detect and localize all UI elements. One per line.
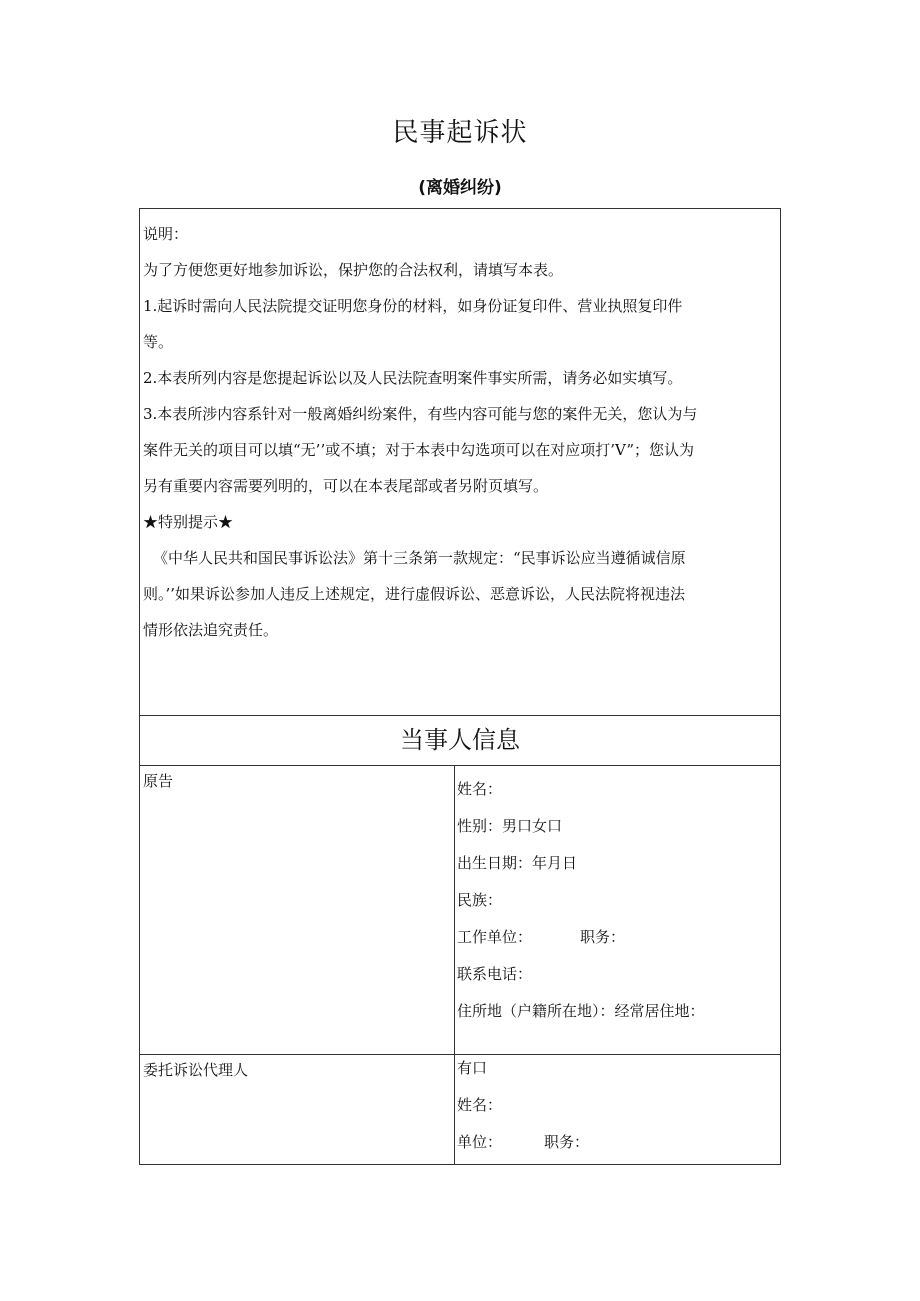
plaintiff-name-field[interactable]: 姓名： (457, 780, 503, 798)
plaintiff-address-field[interactable]: 住所地（户籍所在地）：经常居住地： (457, 1002, 705, 1020)
plaintiff-gender-field[interactable]: 性别：男口女口 (457, 817, 563, 835)
agent-position-field[interactable]: 职务： (544, 1133, 590, 1151)
agent-label-cell (139, 1054, 455, 1165)
instructions-item-2: 2.本表所列内容是您提起诉讼以及人民法院查明案件事实所需，请务必如实填写。 (143, 369, 683, 387)
law-text-2: 则。’’如果诉讼参加人违反上述规定，进行虚假诉讼、恶意诉讼，人民法院将视违法 (143, 585, 686, 603)
special-notice-heading: ★特别提示★ (143, 513, 234, 531)
page-subtitle: (离婚纠纷) (418, 178, 502, 198)
plaintiff-label-cell (139, 765, 455, 1055)
instructions-item-1b: 等。 (143, 333, 174, 351)
agent-has-checkbox[interactable]: 有口 (457, 1059, 488, 1077)
plaintiff-phone-field[interactable]: 联系电话： (457, 965, 533, 983)
plaintiff-work-row (457, 926, 705, 963)
plaintiff-work-unit-field[interactable]: 工作单位： (457, 928, 533, 946)
agent-unit-row (457, 1131, 589, 1168)
law-text-3: 情形依法追究责任。 (143, 621, 279, 639)
law-text-1: 《中华人民共和国民事诉讼法》第十三条第一款规定：“民事诉讼应当遵循诚信原 (153, 549, 686, 567)
plaintiff-fields-cell (454, 765, 781, 1055)
agent-label: 委托诉讼代理人 (143, 1061, 249, 1079)
plaintiff-ethnicity-field[interactable]: 民族： (457, 891, 503, 909)
instructions-item-3b: 案件无关的项目可以填“无’’或不填；对于本表中勾选项可以在对应项打’V”；您认为 (143, 441, 695, 459)
plaintiff-birth-field[interactable]: 出生日期：年月日 (457, 854, 578, 872)
plaintiff-position-field[interactable]: 职务： (580, 928, 626, 946)
agent-name-field[interactable]: 姓名： (457, 1096, 503, 1114)
plaintiff-label: 原告 (143, 772, 174, 790)
instructions-item-1a: 1.起诉时需向人民法院提交证明您身份的材料，如身份证复印件、营业执照复印件 (143, 297, 683, 315)
instructions-intro: 为了方便您更好地参加诉讼，保护您的合法权利，请填写本表。 (143, 261, 564, 279)
instructions-box (139, 208, 781, 716)
agent-unit-field[interactable]: 单位： (457, 1133, 503, 1151)
page-title: 民事起诉状 (392, 118, 528, 148)
instructions-heading: 说明： (143, 225, 189, 243)
instructions-item-3a: 3.本表所涉内容系针对一般离婚纠纷案件，有些内容可能与您的案件无关，您认为与 (143, 405, 698, 423)
party-info-header: 当事人信息 (139, 715, 781, 766)
instructions-item-3c: 另有重要内容需要列明的，可以在本表尾部或者另附页填写。 (143, 477, 549, 495)
agent-fields-cell (454, 1054, 781, 1165)
